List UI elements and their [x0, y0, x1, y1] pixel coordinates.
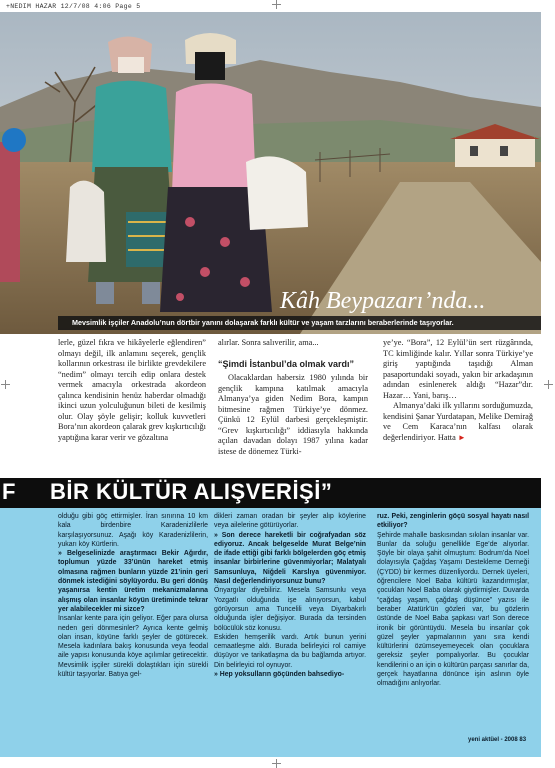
paragraph-text: Almanya’daki ilk yıllarını sorduğumuzda, kendisini Şanar Yurdatapan, Melike Demirağ ve Cem Karaca’nın kalfası olarak değerlendiriyor. Hatta — [383, 401, 533, 442]
article-column-1 — [58, 338, 206, 443]
article-column-3 — [383, 338, 533, 443]
section-heading: “Şimdi İstanbul’da olmak vardı” — [218, 358, 355, 369]
page-footer: yeni aktüel - 2008 83 — [468, 737, 527, 743]
photo-caption: Mevsimlik işçiler Anadolu’nun dörtbir yanını dolaşarak farklı kültür ve yaşam tarzlarını beraberlerinde taşıyorlar. — [58, 316, 541, 330]
photo-title: Kâh Beypazarı’nda... — [280, 288, 486, 314]
paragraph: lerle, güzel fıkra ve hikâyelerle eğlendiren” olmayı değil, ilk anlamını seçerek, gençlik kollarının orkestrası ile birlikte grevdekilere “nedim” olmayı tercih edip onlara destek vermek amacıyla orkestrada akordeon çalınca kendisinin henüz haberdar olmadığı ikinci uzun yolculuğunun bileti de kesilmiş olur. Olay şöyle gelişir; kolluk kuvvetleri Bora’nın akordeon çalarak grev kışkırtıcılığı yaptığına karar verir ve gözaltına — [58, 338, 206, 442]
registration-mark-left — [1, 380, 10, 389]
paragraph: Olacaklardan habersiz 1980 yılında bir gençlik kampına katılmak amacıyla Almanya’ya giden Nedim Bora, kampın bitmesine rağmen Türkiye’ye dönmez. Çünkü 12 Eylül darbesi gerçekleşmiştir. “Grev kışkırtıcılığı” iddiasıyla hakkında açılan davadan dolayı 1987 yılına kadar istese de dönemez Türki- — [218, 373, 368, 456]
registration-mark-bottom — [272, 759, 281, 768]
paragraph: ye’ye. “Bora”, 12 Eylül’ün sert rüzgârında, TC kimliğinde kalır. Yıllar sonra Türkiye’ye giriş yaptığında taşıdığı Alman pasaportundaki soyadı, yakın bir arkadaşının adından esinlenerek aldığı “Hazar”dır. Hazar… Yani, barış… — [383, 338, 533, 400]
section-banner — [0, 478, 541, 508]
article-column-2 — [218, 338, 368, 457]
answer: olduğu gibi göç ettirmişler. İran sınırına 10 km kala birdenbire Karadenizlilerle karşılaşıyorsunuz. Aşağı köy Karadenizlilerin, yukarı köy Kürtlerin. — [58, 513, 208, 548]
paragraph: alırlar. Sonra salıverilir, ama... — [218, 338, 319, 347]
interview-column-3 — [377, 512, 529, 689]
answer: İnsanlar kente para için geliyor. Eğer para olursa neden geri dönmesinler? Ayrıca kente gelmiş olan insan, köyüne farklı şeyler de götürecek. Mesela kadınlara bakış konusunda veya feodal aile yapısı konusunda köye açılımlar getirecektir. Mevsimlik işçiler sürekli dolaştıkları için sürekli kültür taşıyorlar. Batıya gel- — [58, 615, 208, 679]
registration-mark-top — [272, 0, 281, 9]
answer: Eskiden hemşerilik vardı. Artık bunun yerini cemaatleşme aldı. Burada belirleyici rol camiye düşüyor ve tarikatlaşma da bu bağlamda artıyor. Din belirleyici rol oynuyor. — [214, 633, 366, 669]
answer: dikleri zaman oradan bir şeyler alıp köylerine veya ailelerine götürüyorlar. — [214, 513, 366, 530]
answer: Şehirde mahalle baskısından sıkılan insanlar var. Bunlar da soluğu genellikle Ege’de alıyorlar. Şöyle bir olaya şahit olmuştum: Bodrum’da Noel dolayısıyla Çağdaş Yaşamı Destekleme Derneği (ÇYDD) bir kermes düzenliyordu. Dernek üyeleri, öğrencilere Noel Baba kültürü kazandırmışlar, çocukları Noel Baba olarak giydirmişler. Duvarda “çağdaş yaşam, çağdaş düşünce” yazısı ile beraber Atatürk’ün gözleri var, bu gözlerin üstünde de Noel Baba şapkası var! Son derece ironik bir görüntüydü. Mesela bu insanlar çok güzel şeyler yapmalarının yanı sıra kendi kültürlerini özümseyemeyecek olan çocuklara gereksiz şeyler pompalıyorlar. Bu çocuklar kendilerini o an için o kültürün parçası sanırlar da, gerçek hayatlarına dönünce işin aslının öyle olmadığını anlıyorlar. — [377, 531, 529, 688]
question: » Belgeselinizde araştırmacı Bekir Ağırdır, toplumun yüzde 33’ünün hareket etmiş olmasına rağmen bunların yüzde 21’inin geri dönmek istediğini söylüyordu. Bu geri dönüş yaşanırsa kentin üretim mekanizmalarına alışmış olan insanlar köyün üretiminde tekrar yer alabilecekler mi sizce? — [58, 550, 208, 613]
continue-triangle-icon: ► — [457, 432, 466, 442]
paragraph — [383, 401, 533, 443]
banner-left-letter: F — [2, 479, 16, 504]
interview-column-1 — [58, 512, 208, 679]
print-slug: +NEDIM HAZAR 12/7/08 4:06 Page 5 — [6, 3, 141, 10]
photo-mevsimlik-isciler — [0, 12, 541, 334]
question: ruz. Peki, zenginlerin göçü sosyal hayatı nasıl etkiliyor? — [377, 513, 529, 530]
banner-title: BİR KÜLTÜR ALIŞVERİŞİ” — [50, 479, 333, 504]
question: » Son derece hareketli bir coğrafyadan söz ediyoruz. Ancak belgeselde Murat Belge’nin de ifade ettiği gibi farklı bölgelerden göç etmiş insanlar birbirlerine güvenmiyorlar; Malatyalı Samsunluya, Niğdeli Karslıya güvenmiyor. Nasıl değerlendiriyorsunuz bunu? — [214, 531, 367, 586]
interview-column-2 — [214, 512, 366, 679]
question: » Hep yoksulların göçünden bahsediyo- — [214, 671, 345, 679]
answer: Önyargılar diyebiliriz. Mesela Samsunlu veya Yozgatlı olduğunda işe alınıyorsun, kabul görüyorsun ama Tuncelili veya Diyarbakırlı olduğunda işler değişiyor. Burada da tersinden bölücülük söz konusu. — [214, 587, 366, 632]
registration-mark-right — [544, 380, 553, 389]
